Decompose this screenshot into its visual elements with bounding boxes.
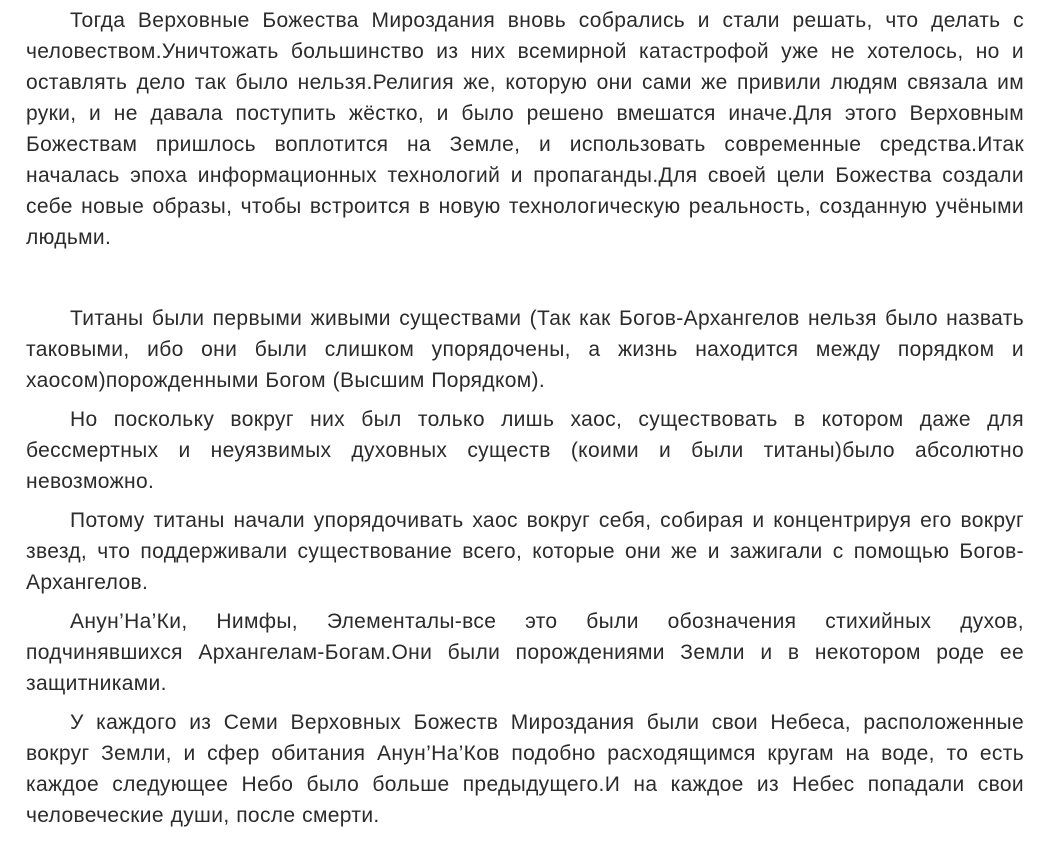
paragraph-6: У каждого из Семи Верховных Божеств Мироздания были свои Небеса, расположенные вокруг Земли, и сфер обитания Анун’На’Ков подобно расходящимся кругам на воде, то есть каждое следующее Небо было больше предыдущего.И на каждое из Небес попадали свои человеческие души, после смерти. bbox=[26, 711, 1024, 827]
paragraph-2: Титаны были первыми живыми существами (Так как Богов-Архангелов нельзя было назвать таковыми, ибо они были слишком упорядочены, а жизнь находится между порядком и хаосом)порожденными Богом (Высшим Порядком). bbox=[26, 307, 1024, 392]
paragraph-5: Анун’На’Ки, Нимфы, Элементалы-все это были обозначения стихийных духов, подчинявшихся Архангелам-Богам.Они были порождениями Земли и в некотором роде ее защитниками. bbox=[26, 610, 1024, 695]
article-body bbox=[26, 0, 1024, 831]
paragraph-1: Тогда Верховные Божества Мироздания вновь собрались и стали решать, что делать с человеством.Уничтожать большинство из них всемирной катастрофой уже не хотелось, но и оставлять дело так было нельзя.Религия же, которую они сами же привили людям связала им руки, и не давала поступить жёстко, и было решено вмешатся иначе.Для этого Верховным Божествам пришлось воплотится на Земле, и использовать современные средства.Итак началась эпоха информационных технологий и пропаганды.Для своей цели Божества создали себе новые образы, чтобы встроится в новую технологическую реальность, созданную учёными людьми. bbox=[26, 9, 1024, 249]
paragraph-4: Потому титаны начали упорядочивать хаос вокруг себя, собирая и концентрируя его вокруг звезд, что поддерживали существование всего, которые они же и зажигали с помощью Богов-Архангелов. bbox=[26, 509, 1024, 594]
paragraph-3: Но поскольку вокруг них был только лишь хаос, существовать в котором даже для бессмертных и неуязвимых духовных существ (коими и были титаны)было абсолютно невозможно. bbox=[26, 408, 1024, 493]
